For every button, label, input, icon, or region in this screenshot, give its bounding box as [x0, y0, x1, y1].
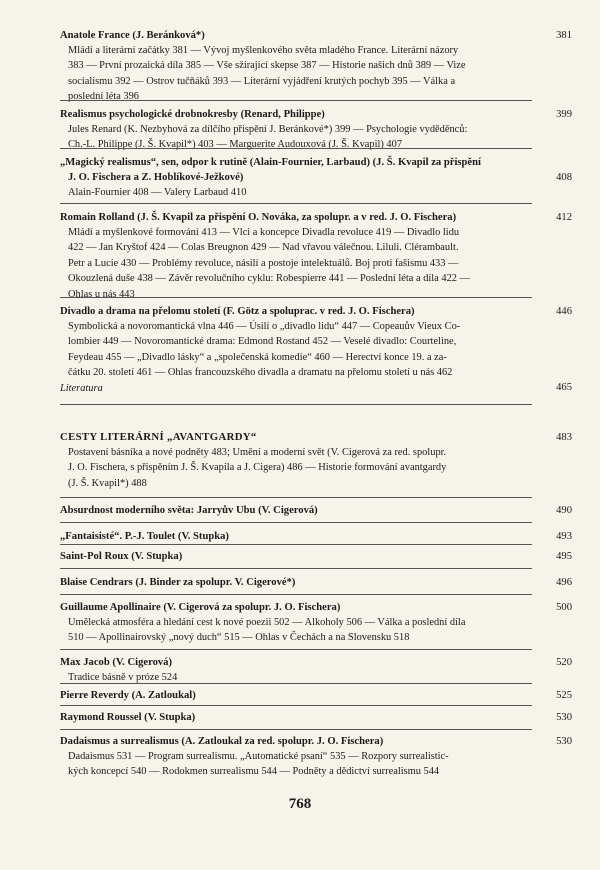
entry-contents: Umělecká atmosféra a hledání cest k nové poezii 502 — Alkoholy 506 — Válka a poslední díla 510 — Apollinairovský „nový duch“ 515 — Ohlas v Čechách a na Slovensku 518 — [68, 617, 466, 644]
section-divider — [60, 404, 532, 405]
page-number: 381 — [556, 30, 572, 41]
section-contents: Postavení básníka a nové podněty 483; Umění a moderní svět (V. Cigerová za red. spolupr. J. O. Fischera, s přispěním J. Š. Kvapila a J. Cigera) 486 — Historie formování avantgardy (J. Š. Kvapil*) 488 — [68, 447, 447, 489]
page-number: 483 — [556, 432, 572, 443]
section-title: CESTY LITERÁRNÍ „AVANTGARDY“ — [60, 431, 257, 443]
separator-line — [60, 522, 532, 523]
page-number: 490 — [556, 505, 572, 516]
separator-line — [60, 594, 532, 595]
toc-entry-saintpol — [60, 549, 572, 564]
entry-heading: Absurdnost moderního světa: Jarryův Ubu (V. Cigerová) — [60, 505, 318, 516]
separator-line — [60, 705, 532, 706]
entry-heading: Divadlo a drama na přelomu století (F. Götz a spoluprac. v red. J. O. Fischera) — [60, 306, 415, 317]
entry-contents: Tradice básně v próze 524 — [68, 672, 178, 683]
toc-entry-toulet — [60, 529, 572, 544]
toc-entry-reverdy — [60, 688, 572, 703]
literatura-label: Literatura — [60, 382, 103, 394]
toc-entry-magicky — [60, 155, 572, 200]
page-number: 530 — [556, 736, 572, 747]
page-number: 465 — [556, 382, 572, 393]
separator-line — [60, 568, 532, 569]
toc-entry-realismus — [60, 107, 572, 153]
page-number: 525 — [556, 690, 572, 701]
separator-line — [60, 544, 532, 545]
toc-entry-divadlo — [60, 304, 572, 396]
separator-line — [60, 297, 532, 298]
entry-contents: Symbolická a novoromantická vlna 446 — Úsilí o „divadlo lidu“ 447 — Copeauův Vieux Co- lombier 449 — Novoromantické drama: Edmond Rostand 452 — Veselé divadlo: Courteline, Feydeau 455 — „Divadlo lásky“ a „společenská komedie“ 460 — Herectví konce 19. a za- čátku 20. století 461 — Ohlas francouzského divadla a dramatu na přelomu století u nás 462 — [68, 321, 461, 379]
separator-line — [60, 683, 532, 684]
entry-contents: Alain-Fournier 408 — Valery Larbaud 410 — [68, 187, 247, 198]
entry-contents: Jules Renard (K. Nezbyhová za dílčího přispění J. Beránkové*) 399 — Psychologie vyděděnců: Ch.-L. Philippe (J. Š. Kvapil*) 403 — Marguerite Audouxová (J. Š. Kvapil) 407 — [68, 124, 468, 151]
page-number: 495 — [556, 551, 572, 562]
toc-entry-ubu — [60, 503, 572, 518]
entry-heading-cont: J. O. Fischera a Z. Hoblíkové-Ježkové) — [68, 172, 244, 183]
page-folio: 768 — [288, 796, 312, 812]
page-number: 412 — [556, 212, 572, 223]
page-number: 530 — [556, 712, 572, 723]
entry-contents: Mládí a literární začátky 381 — Vývoj myšlenkového světa mladého France. Literární názory 383 — První prozaická díla 385 — Vše sžírající skepse 387 — Historie našich dnů 389 — Vize socialismu 392 — Ostrov tučňáků 393 — Literární vyjádření krutých pochyb 395 — Válka a poslední léta 396 — [68, 45, 466, 103]
entry-heading: Raymond Roussel (V. Stupka) — [60, 712, 196, 723]
entry-heading: Realismus psychologické drobnokresby (Renard, Philippe) — [60, 109, 325, 120]
entry-heading: „Fantaisisté“. P.-J. Toulet (V. Stupka) — [60, 531, 229, 542]
entry-heading: „Magický realismus“, sen, odpor k rutině (Alain-Fournier, Larbaud) (J. Š. Kvapil za přispění — [60, 157, 481, 168]
separator-line — [60, 203, 532, 204]
separator-line — [60, 649, 532, 650]
entry-heading: Max Jacob (V. Cigerová) — [60, 657, 173, 668]
toc-entry-france — [60, 28, 572, 105]
entry-contents: Dadaismus 531 — Program surrealismu. „Automatické psaní“ 535 — Rozpory surrealistic- kých koncepcí 540 — Rodokmen surrealismu 544 — Podněty a dědictví surrealismu 544 — [68, 751, 449, 778]
page-number: 500 — [556, 602, 572, 613]
toc-entry-cendrars — [60, 575, 572, 590]
page-number: 520 — [556, 657, 572, 668]
page-number: 493 — [556, 531, 572, 542]
page-number: 399 — [556, 109, 572, 120]
entry-heading: Blaise Cendrars (J. Binder za spolupr. V. Cigerové*) — [60, 577, 296, 588]
separator-line — [60, 100, 532, 101]
entry-heading: Saint-Pol Roux (V. Stupka) — [60, 551, 183, 562]
separator-line — [60, 729, 532, 730]
entry-heading: Romain Rolland (J. Š. Kvapil za přispění O. Nováka, za spolupr. a v red. J. O. Fischera) — [60, 212, 457, 223]
entry-heading: Dadaismus a surrealismus (A. Zatloukal za red. spolupr. J. O. Fischera) — [60, 736, 384, 747]
toc-entry-dada — [60, 734, 572, 780]
section-avantgardy — [60, 430, 572, 491]
separator-line — [60, 497, 532, 498]
separator-line — [60, 148, 532, 149]
toc-entry-rolland — [60, 210, 572, 302]
page-number: 446 — [556, 306, 572, 317]
entry-heading: Pierre Reverdy (A. Zatloukal) — [60, 690, 196, 701]
entry-heading: Guillaume Apollinaire (V. Cigerová za spolupr. J. O. Fischera) — [60, 602, 341, 613]
toc-entry-apollinaire — [60, 600, 572, 646]
page-number: 408 — [556, 172, 572, 183]
toc-entry-jacob — [60, 655, 572, 685]
entry-contents: Mládí a myšlenkové formování 413 — Vlci a koncepce Divadla revoluce 419 — Divadlo lidu 422 — Jan Kryštof 424 — Colas Breugnon 429 — Nad vřavou válečnou. Liluli. Clérambault. Petr a Lucie 430 — Problémy revoluce, násilí a postoje intelektuálů. Boj proti fašismu 433 — Okouzlená duše 438 — Závěr revolučního cyklu: Robespierre 441 — Poslední léta a díla 422 — Ohlas u nás 443 — [68, 227, 470, 300]
toc-entry-roussel — [60, 710, 572, 725]
page-number: 496 — [556, 577, 572, 588]
entry-heading: Anatole France (J. Beránková*) — [60, 30, 205, 41]
